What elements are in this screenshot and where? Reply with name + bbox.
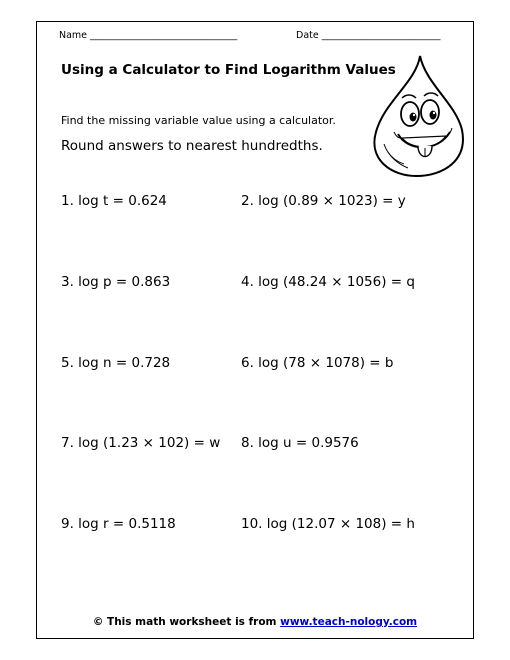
problem-4: 4. log (48.24 × 1056) = q <box>241 274 415 290</box>
problem-9: 9. log r = 0.5118 <box>61 516 176 532</box>
problem-1: 1. log t = 0.624 <box>61 193 167 209</box>
footer-credit <box>0 616 510 628</box>
problem-10: 10. log (12.07 × 108) = h <box>241 516 415 532</box>
problem-5: 5. log n = 0.728 <box>61 355 171 371</box>
footer-text: © This math worksheet is from <box>92 616 281 628</box>
problem-2: 2. log (0.89 × 1023) = y <box>241 193 406 209</box>
date-field: Date _________________________ <box>296 30 441 41</box>
name-field: Name _______________________________ <box>59 30 238 41</box>
smiling-water-drop-icon <box>354 52 474 180</box>
problem-6: 6. log (78 × 1078) = b <box>241 355 394 371</box>
instruction-line-2: Round answers to nearest hundredths. <box>61 138 323 154</box>
problem-7: 7. log (1.23 × 102) = w <box>61 435 221 451</box>
footer-link[interactable]: www.teach-nology.com <box>280 616 418 628</box>
problem-8: 8. log u = 0.9576 <box>241 435 359 451</box>
problem-3: 3. log p = 0.863 <box>61 274 171 290</box>
instruction-line-1: Find the missing variable value using a calculator. <box>61 114 336 127</box>
worksheet-title: Using a Calculator to Find Logarithm Values <box>61 62 396 78</box>
